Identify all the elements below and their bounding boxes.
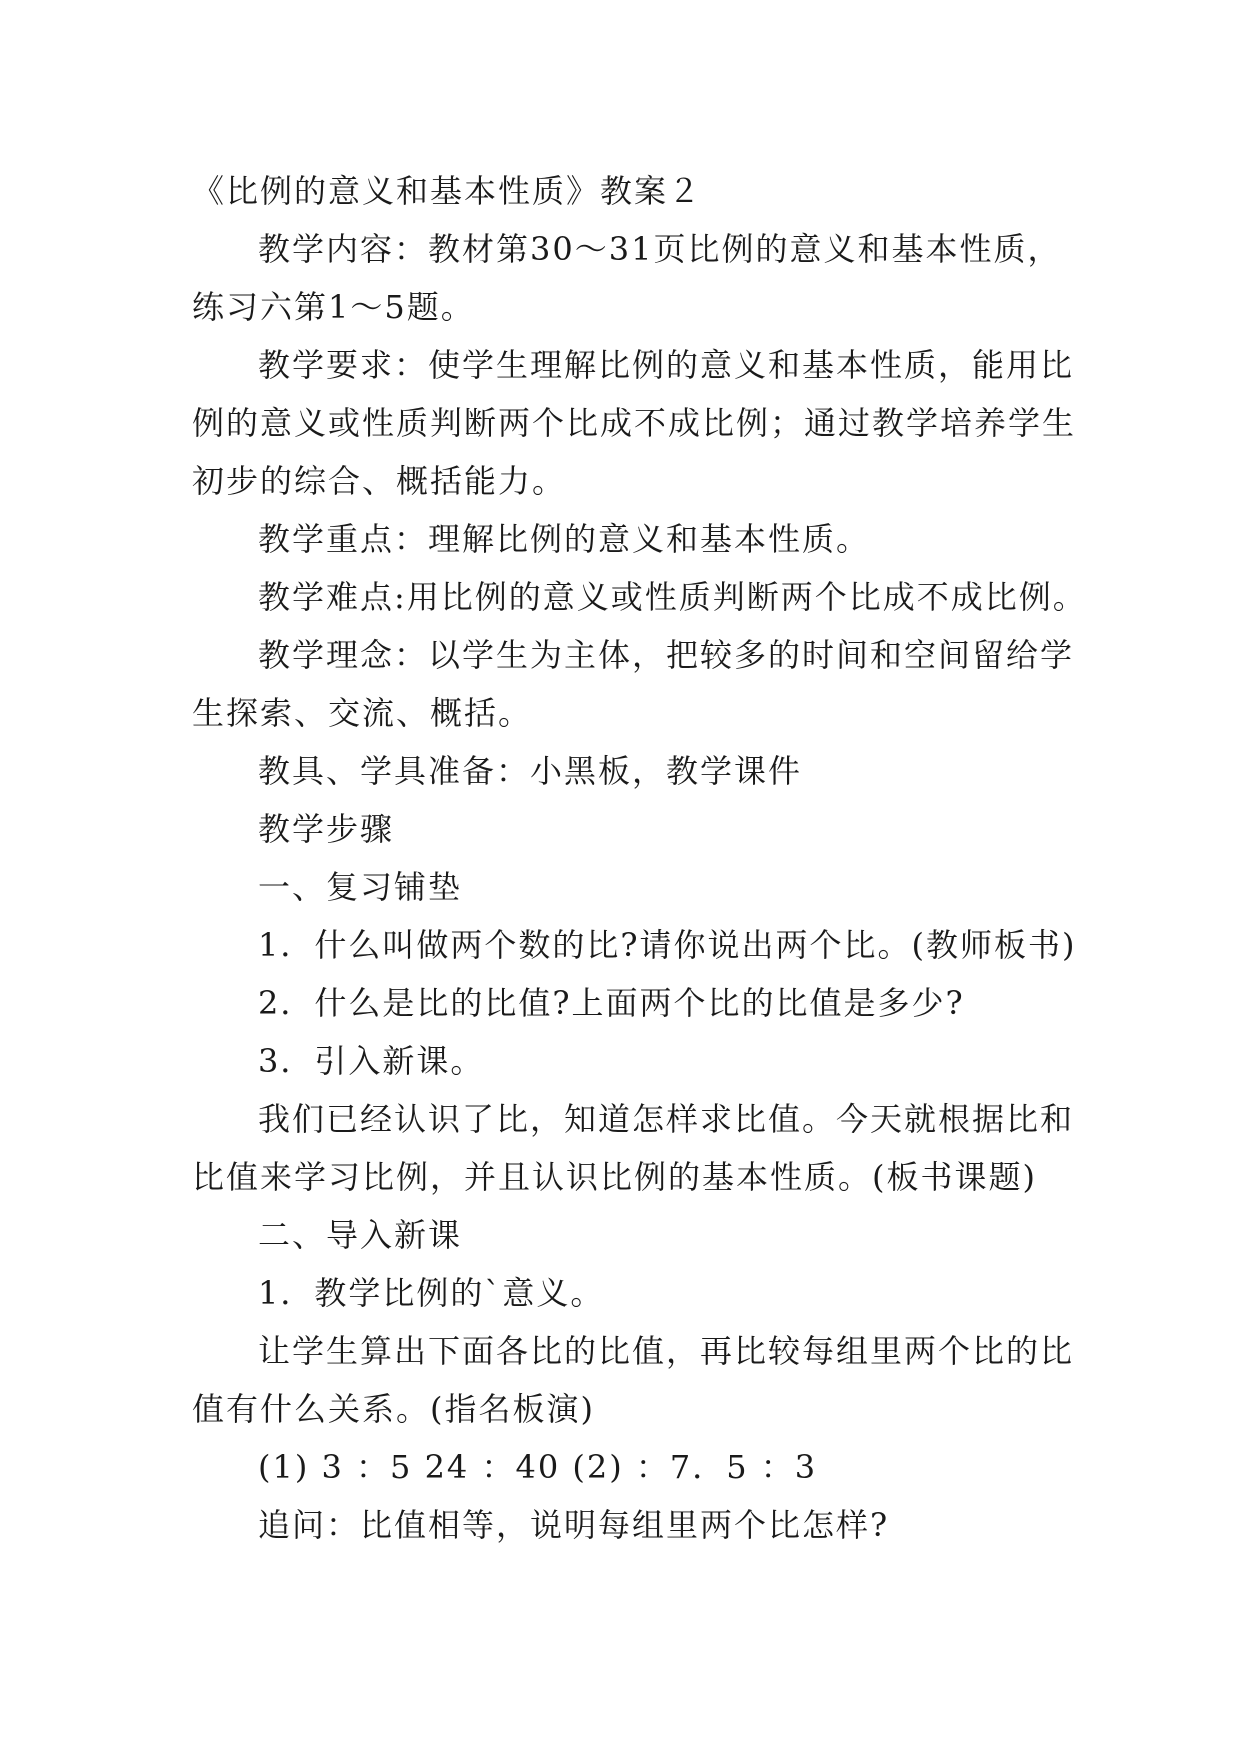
paragraph-line: 值有什么关系。(指名板演)	[192, 1390, 595, 1428]
section-heading: 二、导入新课	[258, 1216, 463, 1254]
paragraph-line: 初步的综合、概括能力。	[192, 462, 567, 500]
list-item: 1．教学比例的`意义。	[258, 1274, 605, 1312]
paragraph-line: (1) 3 ：5 24 ：40 (2) ：7．5 ：3	[258, 1448, 818, 1486]
paragraph-line: 追问：比值相等，说明每组里两个比怎样?	[258, 1506, 890, 1544]
paragraph-line: 比值来学习比例，并且认识比例的基本性质。(板书课题)	[192, 1158, 1037, 1196]
list-item: 3．引入新课。	[258, 1042, 485, 1080]
list-item: 2．什么是比的比值?上面两个比的比值是多少?	[258, 984, 965, 1022]
list-item: 1．什么叫做两个数的比?请你说出两个比。(教师板书)	[258, 926, 1077, 964]
paragraph-line: 让学生算出下面各比的比值，再比较每组里两个比的比	[258, 1332, 1075, 1370]
paragraph-line: 教学难点:用比例的意义或性质判断两个比成不成比例。	[258, 578, 1087, 616]
paragraph-line: 练习六第1～5题。	[192, 288, 475, 326]
document-title: 《比例的意义和基本性质》教案２	[192, 172, 703, 210]
paragraph-line: 教具、学具准备：小黑板，教学课件	[258, 752, 803, 790]
document-body	[192, 162, 1087, 1554]
paragraph-line: 例的意义或性质判断两个比成不成比例；通过教学培养学生	[192, 404, 1077, 442]
section-heading: 一、复习铺垫	[258, 868, 463, 906]
paragraph-line: 教学内容：教材第30～31页比例的意义和基本性质，	[258, 230, 1062, 268]
section-heading: 教学步骤	[258, 810, 395, 848]
paragraph-line: 我们已经认识了比，知道怎样求比值。今天就根据比和	[258, 1100, 1075, 1138]
paragraph-line: 教学理念：以学生为主体，把较多的时间和空间留给学	[258, 636, 1075, 674]
paragraph-line: 教学重点：理解比例的意义和基本性质。	[258, 520, 871, 558]
paragraph-line: 生探索、交流、概括。	[192, 694, 533, 732]
paragraph-line: 教学要求：使学生理解比例的意义和基本性质，能用比	[258, 346, 1075, 384]
